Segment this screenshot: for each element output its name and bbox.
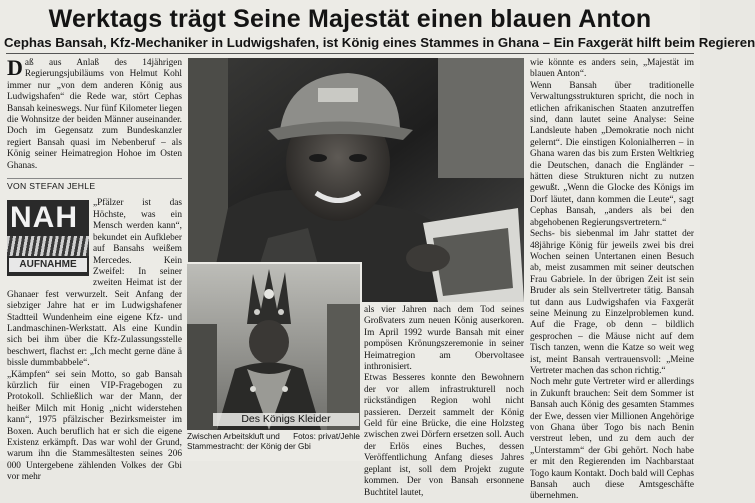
paragraph: Noch mehr gute Vertreter wird er allerdings in Zukunft brauchen: Seit dem Sommer ist Bansah auch König des gesamten Stammes der Ewe, dessen vier Millionen Angehörige von Ghana über Togo bis nach Benin verstreut leben, und zu dem auch der „Unterstamm“ der Gbi gehört. Noch habe er mit den Regierenden im Nachbarstaat Togo kaum Kontakt. Doch bald will Cephas Bansah auch diese Amtsgeschäfte übernehmen.: [530, 377, 694, 502]
paragraph: Sechs- bis siebenmal im Jahr stattet der 48jährige König für jeweils zwei bis drei Wochen seinen Untertanen einen Besuch ab, meist zusammen mit seiner deutschen Frau Gabriele. In der übrigen Zeit ist sein Bruder als sein Stellvertreter tätig. Bansah tut dann aus Ludwigshafen via Faxgerät seine Meinung zu Einzelproblemen kund. Auf die Frage, ob denn – bildlich gesprochen – die Mäuse nicht auf dem Tisch tanzen, wenn die Katze so weit weg ist, meint Bansah vertrauensvoll: „Meine Vertreter machen das schon richtig.“: [530, 229, 694, 376]
subheadline: Cephas Bansah, Kfz-Mechaniker in Ludwigshafen, ist König eines Stammes in Ghana – Ein Faxgerät hilft beim Regieren: [4, 35, 755, 50]
king-photo-image: [187, 264, 360, 430]
header-divider: [6, 53, 694, 54]
nah-aufnahme-graphic: [7, 200, 89, 276]
graphic-word: NAH: [10, 201, 78, 235]
paragraph: als vier Jahren nach dem Tod seines Großvaters zum neuen König auserkoren. Im April 1992 wurde Bansah mit einer pompösen Krönungszeremonie in seiner Heimatregion am Obervoltasee inthronisiert.: [364, 305, 524, 373]
photo-king-costume: [187, 262, 362, 430]
caption-text: Zwischen Arbeitskluft und Stammestracht: der König der Gbi: [187, 432, 311, 451]
graphic-subword: AUFNAHME: [9, 258, 87, 272]
byline: VON STEFAN JEHLE: [7, 178, 182, 192]
paragraph-text: „Pfälzer ist das Höchste, was ein Mensch werden kann“, bekundet ein Aufkleber auf Bansahs weißem Mercedes. Kein Zweifel: In seiner zweiten Heimat ist der Ghanaer fest verwurzelt. Seit Anfang der siebziger Jahre hat er im Ludwigshafener Stadtteil Wundenheim eine eigene Kfz- und Landmaschinen-Werkstatt. Als eine Kundin sich bei ihm über die Kfz-Zulassungsstelle beschwert, flachst er: „Ich mecht gerne däne ä bissle dummbabbele“.: [7, 198, 182, 369]
photo-credit: Fotos: privat/Jehle: [293, 432, 360, 441]
article-column-3: [530, 58, 694, 502]
article-column-2: [364, 305, 524, 498]
lead-text: aß aus Anlaß des 14jährigen Regierungsjubiläums von Helmut Kohl immer nur „von dem anderen König aus Ludwigshafen“ die Rede war, stört Cephas Bansah keineswegs. Nur fünf Kilometer liegen die Wohnsitze der beiden Männer auseinander. Doch im Gegensatz zum Bundeskanzler regiert Bansah quasi im Nebenberuf – als König seiner Heimatregion Hohoe im Osten Ghanas.: [7, 58, 182, 171]
drop-cap: D: [7, 55, 23, 80]
headline: Werktags trägt Seine Majestät einen blauen Anton: [48, 5, 652, 33]
article-column-1: [7, 55, 182, 483]
paragraph: wie könnte es anders sein, „Majestät im blauen Anton“.: [530, 58, 694, 80]
photo-caption-title: Des Königs Kleider: [213, 413, 359, 426]
paragraph: „Kämpfen“ sei sein Motto, so gab Bansah kürzlich für einen VIP-Fragebogen zu Protokoll. Schließlich war der Mann, der heißer Milch mit Honig „nicht widerstehen kann“, 1975 pfälzischer Bezirksmeister im Boxen. Auch beruflich hat er sich die eigene Existenz erkämpft. Das war wohl der Grund, warum ihn die Stammesältesten seines 206 000 Untergebene zählenden Volkes der Gbi vor mehr: [7, 369, 182, 483]
paragraph: [7, 198, 182, 369]
graphic-stripe: [7, 236, 89, 256]
photo-caption: [187, 432, 360, 452]
lead-paragraph: [7, 55, 182, 172]
paragraph: Etwas Besseres konnte den Bewohnern der vor allem infrastrukturell noch rückständigen Region wohl nicht passieren. Derzeit sammelt der König Geld für eine Brücke, die eine Holzsteg zwischen zwei Dörfern ersetzen soll. Auch der Erlös eines Buches, dessen Veröffentlichung Anfang dieses Jahres geplant ist, soll dem Projekt zugute kommen. Der von Bansah ersonnene Buchtitel lautet,: [364, 373, 524, 498]
paragraph: Wenn Bansah über traditionelle Verwaltungsstrukturen spricht, die noch in etlichen afrikanischen Staaten anzutreffen sind, dann lautet seine Analyse: Seine Landsleute haben „Demokratie noch nicht gelernt“. Die einstigen Kolonialherren – in Ghana waren das bis zum Ersten Weltkrieg die Deutschen, danach die Engländer – hätten diese Strukturen nicht zu nutzen gewußt. „Wenn die Glocke des Königs im Dorf läutet, dann kommen die Leute“, sagt Cephas Bansah, „anders als bei den abgehobenen Regierungsvertretern.“: [530, 80, 694, 228]
